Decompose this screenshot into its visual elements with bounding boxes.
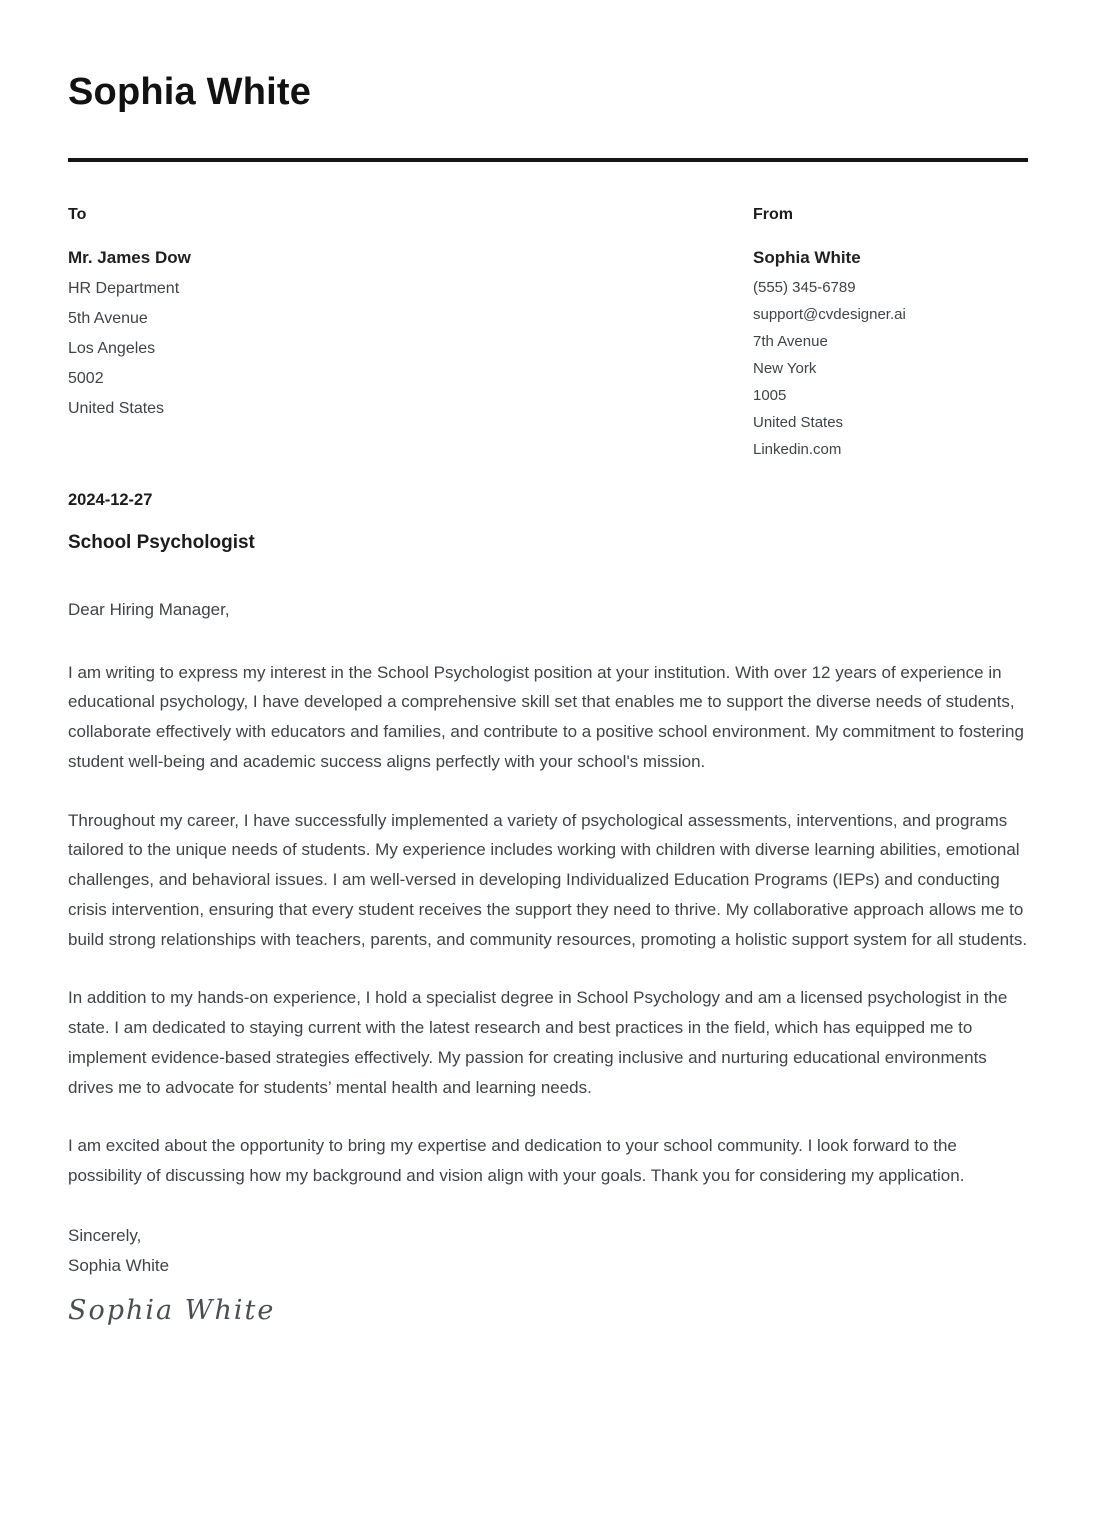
recipient-address-line: United States (68, 399, 165, 417)
letter-paragraph: In addition to my hands-on experience, I hold a specialist degree in School Psychology and am a licensed psychologist in the state. I am dedicated to staying current with the latest research and best practices in the field, which has equipped me to implement evidence-based strategies effectively. My passion for creating inclusive and nurturing educational environments drives me to advocate for students’ mental health and learning needs. (68, 988, 1008, 1097)
letter-salutation: Dear Hiring Manager, (68, 599, 230, 619)
letter-subject: School Psychologist (68, 531, 255, 553)
recipient-address-line: 5th Avenue (68, 309, 148, 327)
sender-contact-info (753, 274, 1028, 463)
header-divider (68, 158, 1028, 162)
letter-paragraph: I am writing to express my interest in the School Psychologist position at your institution. With over 12 years of experience in educational psychology, I have developed a comprehensive skill set that enables me to support the diverse needs of students, collaborate effectively with educators and families, and contribute to a positive school environment. My commitment to fostering student well-being and academic success aligns perfectly with your school's mission. (68, 662, 1024, 771)
sender-email: support@cvdesigner.ai (753, 305, 906, 323)
to-label: To (68, 205, 87, 223)
sender-address-line: 7th Avenue (753, 332, 828, 350)
recipient-address-line: Los Angeles (68, 339, 156, 357)
letter-closing-block (68, 1221, 1028, 1281)
handwritten-signature: Sophia White (68, 1294, 276, 1326)
recipient-address (68, 274, 753, 424)
recipient-name: Mr. James Dow (68, 247, 191, 267)
sender-phone: (555) 345-6789 (753, 278, 856, 296)
recipient-section (68, 206, 753, 463)
recipient-address-line: 5002 (68, 369, 104, 387)
letter-closing: Sincerely, (68, 1225, 142, 1245)
from-label: From (753, 205, 793, 223)
letter-paragraph: I am excited about the opportunity to bring my expertise and dedication to your school community. I look forward to the possibility of discussing how my background and vision align with your goals. Thank you for considering my application. (68, 1136, 965, 1186)
letter-closing-name: Sophia White (68, 1255, 170, 1275)
recipient-address-line: HR Department (68, 279, 180, 297)
sender-name: Sophia White (753, 247, 861, 267)
sender-address-line: New York (753, 359, 817, 377)
letter-date: 2024-12-27 (68, 490, 153, 509)
sender-address-line: United States (753, 413, 844, 431)
sender-section (753, 206, 1028, 463)
letter-author-name: Sophia White (68, 71, 312, 113)
sender-linkedin: Linkedin.com (753, 440, 842, 458)
sender-address-line: 1005 (753, 386, 787, 404)
address-block (68, 206, 1028, 463)
letter-paragraph: Throughout my career, I have successfully implemented a variety of psychological assessments, interventions, and programs tailored to the unique needs of students. My experience includes working with children with diverse learning abilities, emotional challenges, and behavioral issues. I am well-versed in developing Individualized Education Programs (IEPs) and conducting crisis intervention, ensuring that every student receives the support they need to thrive. My collaborative approach allows me to build strong relationships with teachers, parents, and community resources, promoting a holistic support system for all students. (68, 810, 1028, 949)
